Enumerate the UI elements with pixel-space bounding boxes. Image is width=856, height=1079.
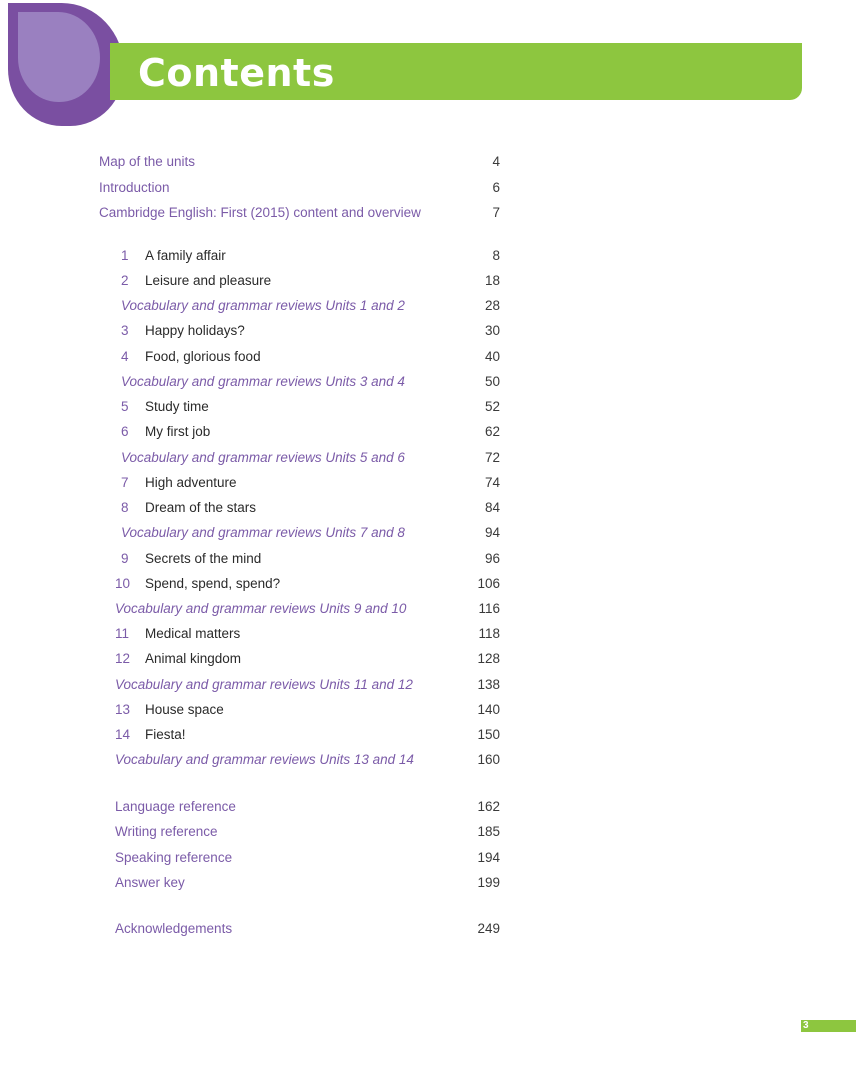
unit-title: Leisure and pleasure [145, 273, 272, 288]
page-number: 84 [484, 500, 500, 515]
page-number: 62 [484, 424, 500, 439]
page-number: 30 [484, 323, 500, 338]
page-number: 8 [492, 248, 500, 263]
unit-number: 6 [121, 424, 129, 439]
page-number: 160 [477, 752, 500, 767]
page-number: 118 [478, 626, 500, 641]
page-number: 74 [484, 475, 500, 490]
unit-title: Secrets of the mind [145, 551, 262, 566]
unit-title: Spend, spend, spend? [145, 576, 281, 591]
page-number: 116 [478, 601, 500, 616]
unit-row[interactable] [121, 347, 261, 367]
unit-title: A family affair [145, 248, 226, 263]
page-number: 128 [477, 651, 500, 666]
page-number: 185 [477, 824, 500, 839]
unit-number: 2 [121, 273, 129, 288]
page-number: 50 [484, 374, 500, 389]
page-title: Contents [138, 51, 335, 95]
unit-row[interactable] [121, 397, 209, 417]
unit-row[interactable] [115, 725, 186, 745]
toc-link-speaking-reference[interactable]: Speaking reference [115, 850, 233, 865]
toc-link-answer-key[interactable]: Answer key [115, 875, 185, 890]
page-number: 106 [477, 576, 500, 591]
page-number: 194 [477, 850, 500, 865]
toc-link-introduction[interactable]: Introduction [99, 180, 170, 195]
page-number: 199 [477, 875, 500, 890]
unit-row[interactable] [121, 473, 237, 493]
unit-title: High adventure [145, 475, 237, 490]
unit-row[interactable] [115, 624, 240, 644]
review-row[interactable]: Vocabulary and grammar reviews Units 9 and 10 [115, 601, 407, 616]
unit-title: House space [145, 702, 224, 717]
footer-page-tab [801, 1020, 856, 1032]
review-row[interactable]: Vocabulary and grammar reviews Units 7 and 8 [121, 525, 405, 540]
page-number: 138 [477, 677, 500, 692]
unit-row[interactable] [121, 549, 261, 569]
unit-title: Dream of the stars [145, 500, 257, 515]
page-number: 72 [484, 450, 500, 465]
page-number: 162 [477, 799, 500, 814]
unit-number: 1 [121, 248, 129, 263]
page-number: 96 [484, 551, 500, 566]
page-number: 140 [477, 702, 500, 717]
page-number: 94 [484, 525, 500, 540]
toc-link-writing-reference[interactable]: Writing reference [115, 824, 218, 839]
page-number: 249 [477, 921, 500, 936]
unit-title: Happy holidays? [145, 323, 245, 338]
unit-number: 10 [115, 576, 131, 591]
unit-number: 4 [121, 349, 129, 364]
page-number: 52 [484, 399, 500, 414]
unit-number: 8 [121, 500, 129, 515]
page-number: 4 [492, 154, 500, 169]
unit-number: 13 [115, 702, 131, 717]
page-number: 150 [477, 727, 500, 742]
unit-number: 7 [121, 475, 129, 490]
unit-row[interactable] [121, 498, 256, 518]
unit-row[interactable] [115, 700, 224, 720]
unit-number: 11 [115, 626, 130, 641]
review-row[interactable]: Vocabulary and grammar reviews Units 13 and 14 [115, 752, 414, 767]
unit-row[interactable] [115, 574, 280, 594]
footer-page-number: 3 [803, 1020, 809, 1031]
page-number: 40 [484, 349, 500, 364]
review-row[interactable]: Vocabulary and grammar reviews Units 1 and 2 [121, 298, 405, 313]
toc-link-language-reference[interactable]: Language reference [115, 799, 236, 814]
toc-link-content-overview[interactable]: Cambridge English: First (2015) content and overview [99, 205, 421, 220]
unit-title: Study time [145, 399, 209, 414]
unit-row[interactable] [121, 271, 271, 291]
unit-title: My first job [145, 424, 211, 439]
page-number: 18 [484, 273, 500, 288]
unit-number: 5 [121, 399, 129, 414]
page-number: 6 [492, 180, 500, 195]
unit-row[interactable] [121, 246, 226, 266]
page-number: 28 [484, 298, 500, 313]
unit-number: 12 [115, 651, 131, 666]
unit-number: 3 [121, 323, 129, 338]
unit-row[interactable] [121, 422, 210, 442]
unit-row[interactable] [121, 321, 245, 341]
review-row[interactable]: Vocabulary and grammar reviews Units 5 and 6 [121, 450, 405, 465]
unit-row[interactable] [115, 649, 241, 669]
page-number: 7 [492, 205, 500, 220]
review-row[interactable]: Vocabulary and grammar reviews Units 11 and 12 [115, 677, 413, 692]
unit-title: Medical matters [145, 626, 241, 641]
toc-link-acknowledgements[interactable]: Acknowledgements [115, 921, 233, 936]
review-row[interactable]: Vocabulary and grammar reviews Units 3 and 4 [121, 374, 405, 389]
unit-number: 14 [115, 727, 131, 742]
unit-number: 9 [121, 551, 129, 566]
unit-title: Food, glorious food [145, 349, 261, 364]
toc-link-map-of-units[interactable]: Map of the units [99, 154, 196, 169]
unit-title: Animal kingdom [145, 651, 242, 666]
unit-title: Fiesta! [145, 727, 186, 742]
light-purple-drop-shape [18, 12, 100, 102]
